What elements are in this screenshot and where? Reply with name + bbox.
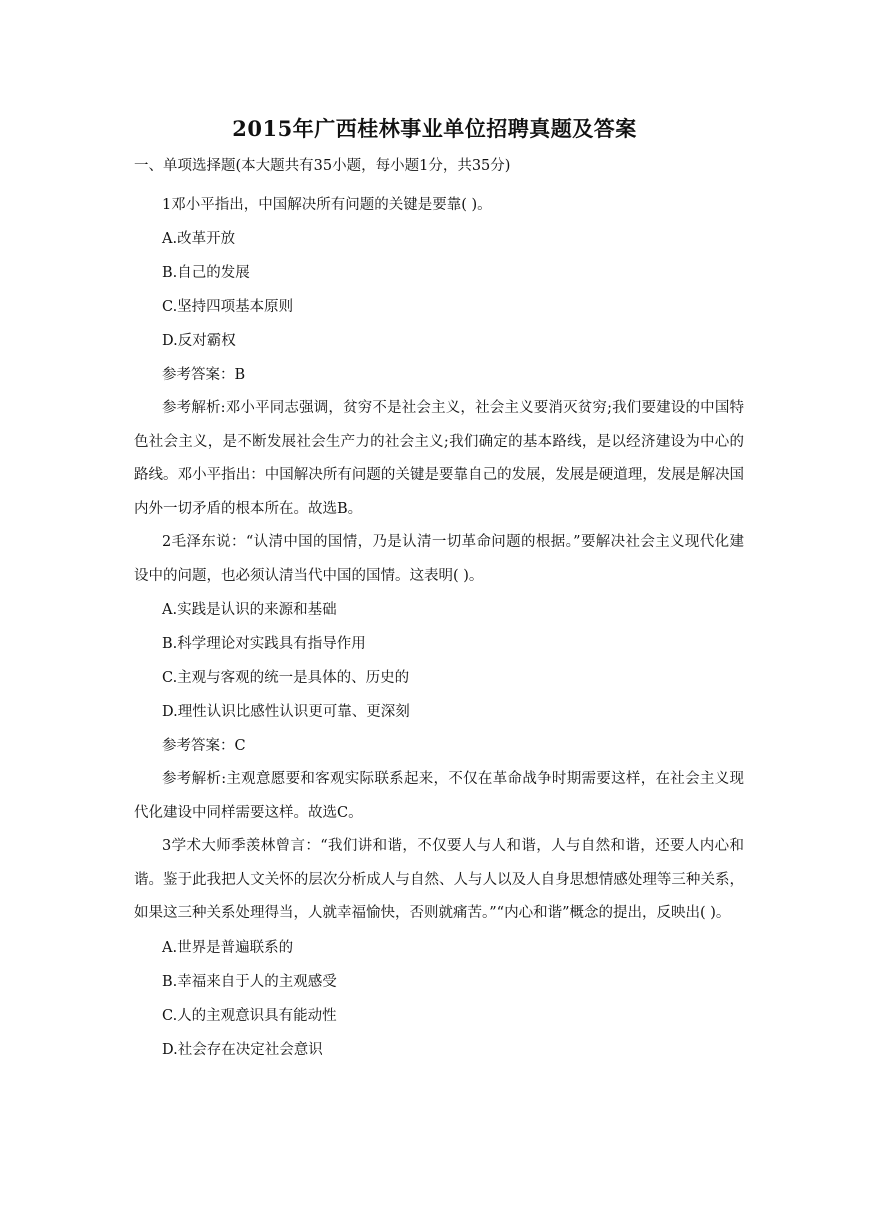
option-d: D.理性认识比感性认识更可靠、更深刻 [162, 704, 410, 720]
document-title: 2015年广西桂林事业单位招聘真题及答案 [232, 116, 637, 141]
analysis: 参考解析:邓小平同志强调，贫穷不是社会主义，社会主义要消灭贫穷;我们要建设的中国特色社会主义，是不断发展社会生产力的社会主义;我们确定的基本路线，是以经济建设为中心的路线。邓小平指出：中国解决所有问题的关键是要靠自己的发展，发展是硬道理，发展是解决国内外一切矛盾的根本所在。故选B。 [134, 400, 744, 517]
question-1 [134, 188, 744, 526]
option-a: A.实践是认识的来源和基础 [162, 602, 337, 618]
option-b: B.自己的发展 [162, 265, 250, 281]
section-heading: 一、单项选择题(本大题共有35小题，每小题1分，共35分) [134, 158, 511, 174]
answer: 参考答案：B [162, 367, 246, 383]
question-3 [134, 830, 744, 1067]
option-d: D.反对霸权 [162, 333, 236, 349]
option-a: A.世界是普遍联系的 [162, 939, 294, 956]
option-b: B.科学理论对实践具有指导作用 [162, 636, 366, 652]
answer: 参考答案：C [162, 738, 246, 754]
option-b: B.幸福来自于人的主观感受 [162, 973, 337, 990]
option-c: C.主观与客观的统一是具体的、历史的 [162, 670, 410, 686]
question-2 [134, 526, 744, 830]
question-list [134, 188, 744, 1067]
option-c: C.人的主观意识具有能动性 [162, 1007, 337, 1024]
option-c: C.坚持四项基本原则 [162, 299, 294, 315]
option-d: D.社会存在决定社会意识 [162, 1041, 323, 1058]
analysis: 参考解析:主观意愿要和客观实际联系起来，不仅在革命战争时期需要这样，在社会主义现代化建设中同样需要这样。故选C。 [134, 771, 744, 821]
question-stem: 2毛泽东说：“认清中国的国情，乃是认清一切革命问题的根据。”要解决社会主义现代化建设中的问题，也必须认清当代中国的国情。这表明( )。 [134, 534, 744, 584]
option-a: A.改革开放 [162, 231, 236, 247]
question-stem: 1邓小平指出，中国解决所有问题的关键是要靠( )。 [162, 197, 492, 213]
question-stem: 3学术大师季羡林曾言：“我们讲和谐，不仅要人与人和谐，人与自然和谐，还要人内心和谐。鉴于此我把人文关怀的层次分析成人与自然、人与人以及人自身思想情感处理等三种关系，如果这三种关系处理得当，人就幸福愉快，否则就痛苦。”“内心和谐”概念的提出，反映出( )。 [134, 838, 744, 921]
